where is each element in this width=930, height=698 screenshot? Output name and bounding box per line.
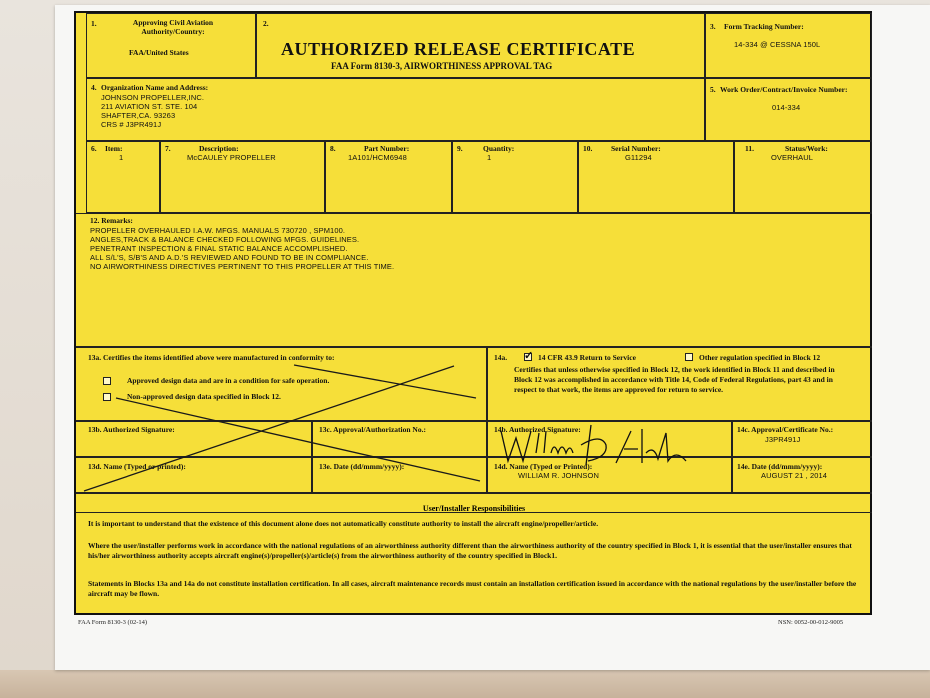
certificate-form [74, 11, 872, 615]
block-11: 11. Status/Work: OVERHAUL [734, 141, 872, 213]
block-14a-option2: Other regulation specified in Block 12 [699, 353, 821, 362]
block-7: 7. Description: McCAULEY PROPELLER [160, 141, 325, 213]
description-value: McCAULEY PROPELLER [187, 153, 276, 162]
block-13a-option1: Approved design data and are in a condition for safe operation. [127, 376, 330, 385]
block-5: 5. Work Order/Contract/Invoice Number: 014-334 [705, 78, 872, 141]
responsibilities-heading: User/Installer Responsibilities [422, 504, 526, 513]
strike-line-13-x [116, 398, 480, 481]
form-footer-right: NSN: 0052-00-012-9005 [778, 619, 844, 626]
block-14b: 14b. Authorized Signature: [487, 421, 732, 457]
form-footer-left: FAA Form 8130-3 (02-14) [78, 619, 148, 626]
block-9: 9. Quantity: 1 [452, 141, 578, 213]
remarks-line: NO AIRWORTHINESS DIRECTIVES PERTINENT TO THIS PROPELLER AT THIS TIME. [90, 262, 395, 271]
block-14e-value: AUGUST 21 , 2014 [761, 471, 828, 480]
block-5-value: 014-334 [772, 103, 801, 112]
block-14d: 14d. Name (Typed or Printed): WILLIAM R. JOHNSON [487, 457, 732, 493]
serial-number-label: Serial Number: [611, 144, 661, 153]
block-13a-label: 13a. Certifies the items identified above were manufactured in conformity to: [88, 353, 335, 362]
responsibilities-p2: Where the user/installer performs work in accordance with the national regulations of an airworthiness authority different than the airworthiness authority of the country specified in Block 1, it is essential that the user/installer ensures that his/her airworthiness authority accepts aircraft engine(s)/propeller(s)/article(s) from the airworthiness authority of the country specified in Block1. [88, 541, 852, 560]
block-13c: 13c. Approval/Authorization No.: [312, 421, 487, 457]
block-13b: 13b. Authorized Signature: [76, 421, 312, 457]
block-13a-option2: Non-approved design data specified in Block 12. [127, 392, 281, 401]
block-14c: 14c. Approval/Certificate No.: J3PR491J [732, 421, 872, 457]
block-1-value: FAA/United States [129, 48, 189, 57]
remarks-line: PROPELLER OVERHAULED I.A.W. MFGS. MANUALS 730720 , SPM100. [90, 226, 346, 235]
block-1-label: Approving Civil Aviation Authority/Country: [132, 18, 214, 36]
block-4: 4. Organization Name and Address: JOHNSON PROPELLER,INC. 211 AVIATION ST. STE. 104 SHAFTER,CA. 93263 CRS # J3PR491J [86, 78, 705, 141]
block-5-label: Work Order/Contract/Invoice Number: [720, 85, 848, 94]
form-subtitle: FAA Form 8130-3, AIRWORTHINESS APPROVAL TAG [331, 61, 553, 71]
org-line: JOHNSON PROPELLER,INC. [101, 93, 205, 102]
remarks-line: ALL S/L'S, S/B'S AND A.D.'S REVIEWED AND FOUND TO BE IN COMPLIANCE. [90, 253, 369, 262]
block-8: 8. Part Number: 1A101/HCM6948 [325, 141, 452, 213]
block-3: 3. Form Tracking Number: 14-334 @ CESSNA 150L [705, 13, 872, 78]
block-13d: 13d. Name (Typed or printed): [76, 457, 312, 493]
checkmark-icon: ✓ [524, 350, 534, 362]
block-2: 2. AUTHORIZED RELEASE CERTIFICATE FAA Form 8130-3, AIRWORTHINESS APPROVAL TAG [256, 13, 705, 78]
quantity-label: Quantity: [483, 144, 515, 153]
responsibilities-p1: It is important to understand that the existence of this document alone does not automatically constitute authority to install the aircraft engine/propeller/article. [88, 519, 599, 528]
responsibilities-p3: Statements in Blocks 13a and 14a do not constitute installation certification. In all cases, aircraft maintenance records must contain an installation certification issued in accordance with the national regulations by the user/installer before the aircraft may be flown. [88, 579, 857, 598]
part-number-label: Part Number: [364, 144, 410, 153]
form-title: AUTHORIZED RELEASE CERTIFICATE [281, 39, 636, 59]
handwriting-overlay [76, 13, 874, 617]
quantity-value: 1 [487, 153, 492, 162]
block-3-label: Form Tracking Number: [724, 22, 804, 31]
item-value: 1 [119, 153, 124, 162]
org-line: 211 AVIATION ST. STE. 104 [101, 102, 198, 111]
block-6: 6. Item: 1 [86, 141, 160, 213]
org-line: SHAFTER,CA. 93263 [101, 111, 176, 120]
block-14a-option1: 14 CFR 43.9 Return to Service [538, 353, 636, 362]
block-1: 1. Approving Civil Aviation Authority/Country: FAA/United States [86, 13, 256, 78]
block-3-value: 14-334 @ CESSNA 150L [734, 40, 821, 49]
block-14a: 14a. ✓ 14 CFR 43.9 Return to Service Other regulation specified in Block 12 Certifies that unless otherwise specified in Block 12, the work identified in Block 11 and described in Block 12 was accomplished in accordance with Title 14, Code of Federal Regulations, part 43 and in respect to that work, the items are approved for return to service. [487, 347, 872, 421]
block-14d-value: WILLIAM R. JOHNSON [518, 471, 599, 480]
fabric-background [0, 670, 930, 698]
remarks-line: PENETRANT INSPECTION & FINAL STATIC BALANCE ACCOMPLISHED. [90, 244, 348, 253]
block-14c-value: J3PR491J [765, 435, 801, 444]
description-label: Description: [199, 144, 239, 153]
part-number-value: 1A101/HCM6948 [348, 153, 407, 162]
org-line: CRS # J3PR491J [101, 120, 162, 129]
block-10: 10. Serial Number: G11294 [578, 141, 734, 213]
status-label: Status/Work: [785, 144, 828, 153]
block-4-label: Organization Name and Address: [101, 83, 209, 92]
item-label: Item: [105, 144, 123, 153]
serial-number-value: G11294 [625, 153, 652, 162]
block-13e: 13e. Date (dd/mmm/yyyy): [312, 457, 487, 493]
remarks-line: ANGLES,TRACK & BALANCE CHECKED FOLLOWING MFGS. GUIDELINES. [90, 235, 360, 244]
status-value: OVERHAUL [771, 153, 814, 162]
signature-william-johnson [501, 425, 686, 465]
block-14e: 14e. Date (dd/mmm/yyyy): AUGUST 21 , 2014 [732, 457, 872, 493]
strike-line-13-x [84, 366, 454, 491]
block-14a-text: Certifies that unless otherwise specified in Block 12, the work identified in Block 11 and described in Block 12 was accomplished in accordance with Title 14, Code of Federal Regulations, part 43 and in respect to that work, the items are approved for return to service. [514, 365, 835, 394]
strike-line-13a [294, 365, 476, 398]
remarks-label: 12. Remarks: [90, 216, 133, 225]
